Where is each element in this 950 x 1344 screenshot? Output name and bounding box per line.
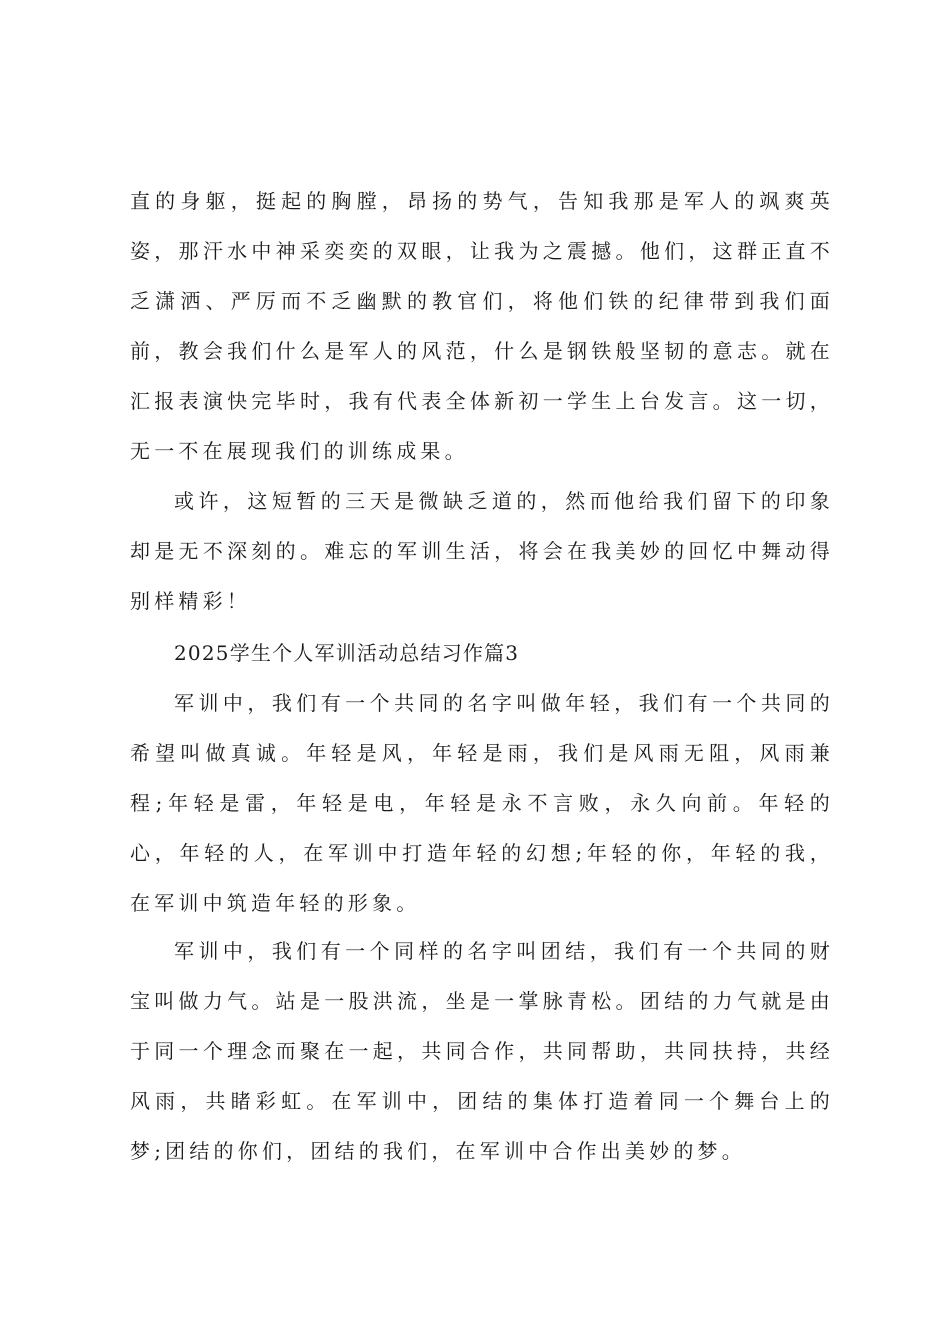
paragraph-unity: 军训中，我们有一个同样的名字叫团结，我们有一个共同的财宝叫做力气。站是一股洪流，坐是一掌脉青松。团结的力气就是由于同一个理念而聚在一起，共同合作，共同帮助，共同扶持，共经风雨，共睹彩虹。在军训中，团结的集体打造着同一个舞台上的梦;团结的你们，团结的我们，在军训中合作出美妙的梦。 <box>130 939 834 1163</box>
paragraph-continuation: 直的身躯，挺起的胸膛，昂扬的势气，告知我那是军人的飒爽英姿，那汗水中神采奕奕的双眼，让我为之震撼。他们，这群正直不乏潇洒、严厉而不乏幽默的教官们，将他们铁的纪律带到我们面前，教会我们什么是军人的风范，什么是钢铁般坚韧的意志。就在汇报表演快完毕时，我有代表全体新初一学生上台发言。这一切，无一不在展现我们的训练成果。 <box>130 189 834 463</box>
section-heading: 2025学生个人军训活动总结习作篇3 <box>174 641 520 665</box>
paragraph-youth: 军训中，我们有一个共同的名字叫做年轻，我们有一个共同的希望叫做真诚。年轻是风，年轻是雨，我们是风雨无阻，风雨兼程;年轻是雷，年轻是电，年轻是永不言败，永久向前。年轻的心，年轻的人，在军训中打造年轻的幻想;年轻的你，年轻的我，在军训中筑造年轻的形象。 <box>130 691 834 915</box>
paragraph-closing: 或许，这短暂的三天是微缺乏道的，然而他给我们留下的印象却是无不深刻的。难忘的军训生活，将会在我美妙的回忆中舞动得别样精彩！ <box>130 489 834 613</box>
